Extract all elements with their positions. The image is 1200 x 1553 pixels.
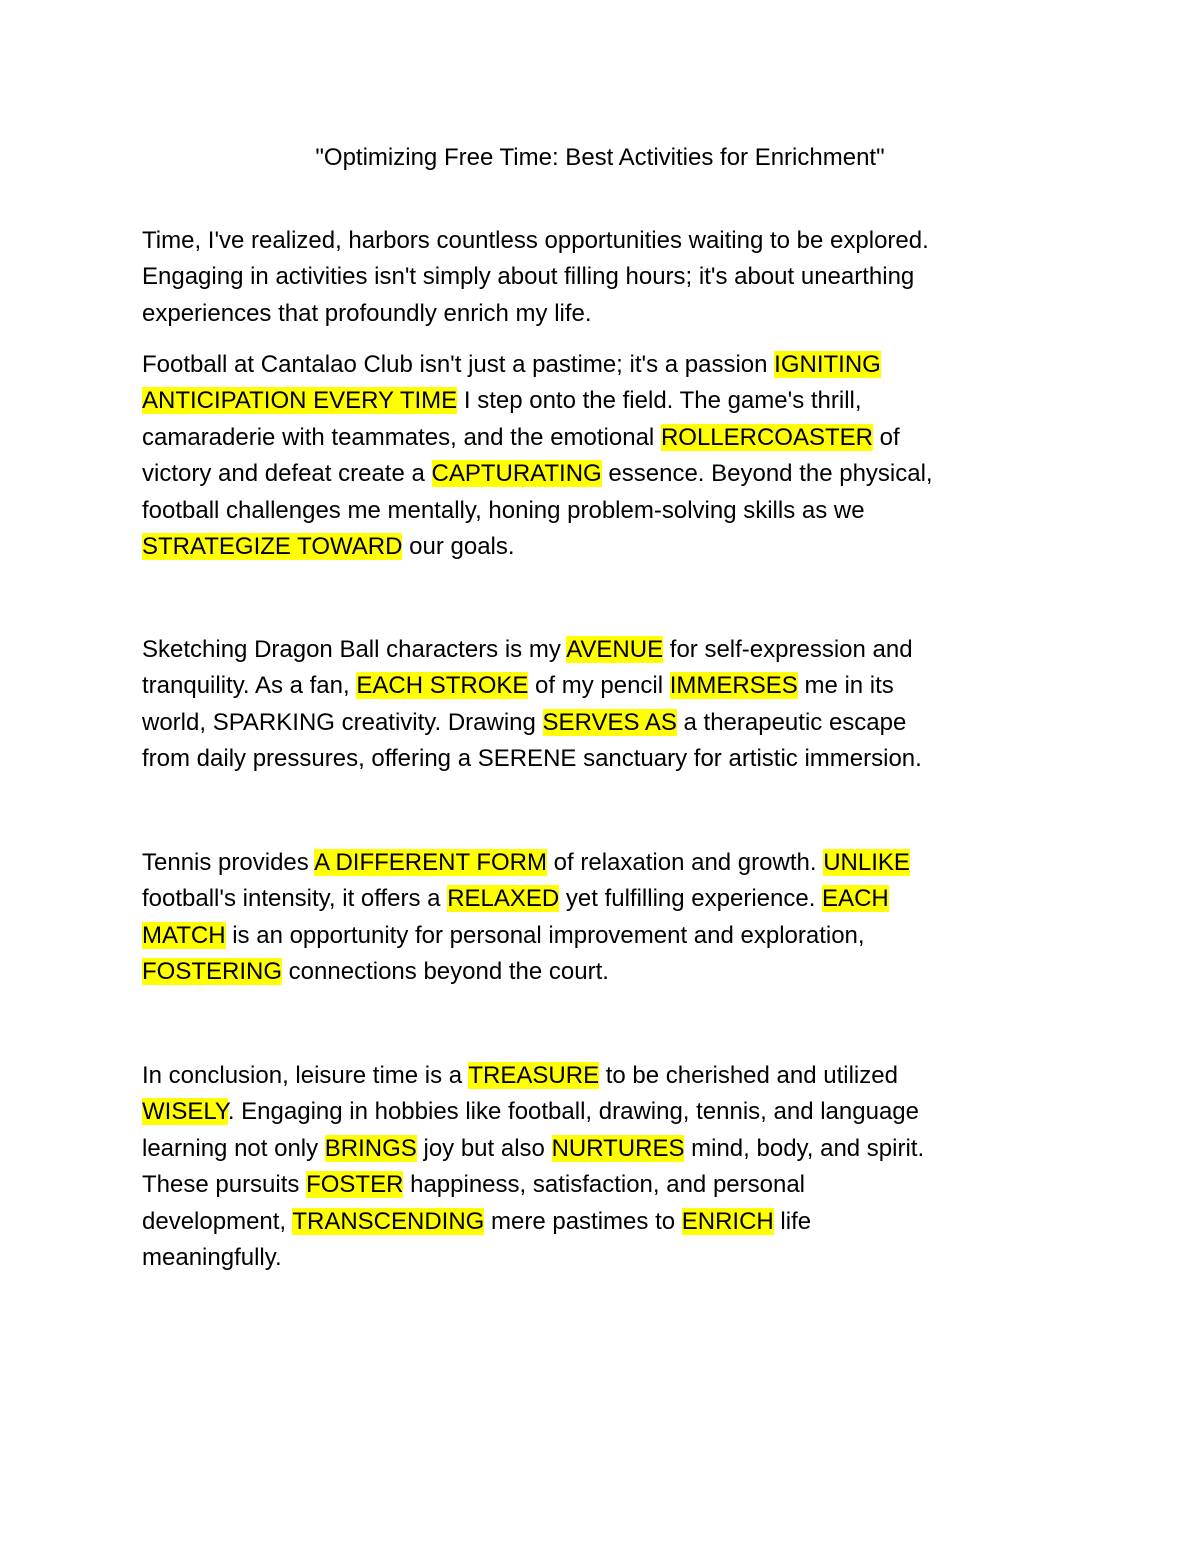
text-line bbox=[142, 493, 1072, 529]
text-line bbox=[142, 741, 1072, 777]
text-run: tranquility. As a fan, bbox=[142, 672, 357, 700]
highlighted-text: ANTICIPATION EVERY TIME bbox=[142, 387, 458, 415]
highlighted-text: IMMERSES bbox=[669, 672, 798, 700]
text-line bbox=[142, 420, 1072, 456]
text-run: Time, I've realized, harbors countless opportunities waiting to be explored. bbox=[142, 227, 929, 254]
paragraph-football bbox=[142, 347, 1072, 565]
text-run: connections beyond the court. bbox=[282, 958, 609, 986]
text-run: victory and defeat create a bbox=[142, 460, 432, 488]
highlighted-text: UNLIKE bbox=[823, 849, 910, 876]
text-run: our goals. bbox=[402, 532, 515, 560]
text-line bbox=[142, 954, 1072, 990]
highlighted-text: BRINGS bbox=[324, 1134, 417, 1162]
text-run: yet fulfilling experience. bbox=[559, 885, 823, 913]
text-run: experiences that profoundly enrich my life. bbox=[142, 299, 592, 327]
text-run: a therapeutic escape bbox=[676, 708, 907, 736]
highlighted-text: EACH bbox=[822, 885, 889, 913]
text-line bbox=[142, 668, 1072, 704]
highlighted-text: STRATEGIZE TOWARD bbox=[142, 532, 403, 560]
text-run: life bbox=[773, 1207, 812, 1235]
text-line bbox=[142, 1240, 1072, 1276]
highlighted-text: IGNITING bbox=[774, 351, 881, 378]
highlighted-text: A DIFFERENT FORM bbox=[314, 849, 548, 876]
highlighted-text: RELAXED bbox=[447, 885, 560, 913]
text-line bbox=[142, 456, 1072, 492]
text-run: mere pastimes to bbox=[484, 1207, 682, 1235]
text-line bbox=[142, 223, 1072, 259]
text-run: development, bbox=[142, 1207, 293, 1235]
highlighted-text: ROLLERCOASTER bbox=[660, 423, 873, 451]
highlighted-text: TRANSCENDING bbox=[292, 1207, 485, 1235]
text-run: . Engaging in hobbies like football, drawing, tennis, and language bbox=[227, 1098, 919, 1126]
highlighted-text: AVENUE bbox=[566, 636, 664, 663]
text-run: Tennis provides bbox=[142, 849, 315, 876]
text-run: football challenges me mentally, honing problem-solving skills as we bbox=[142, 496, 865, 524]
text-run: learning not only bbox=[142, 1134, 325, 1162]
text-run: world, SPARKING creativity. Drawing bbox=[142, 708, 543, 736]
text-run: Sketching Dragon Ball characters is my bbox=[142, 636, 567, 663]
text-run: camaraderie with teammates, and the emotional bbox=[142, 423, 661, 451]
paragraph-tennis bbox=[142, 845, 1072, 991]
text-line bbox=[142, 918, 1072, 954]
highlighted-text: MATCH bbox=[142, 921, 226, 949]
text-run: Football at Cantalao Club isn't just a pastime; it's a passion bbox=[142, 351, 775, 378]
text-line bbox=[142, 529, 1072, 565]
text-line bbox=[142, 845, 1072, 881]
text-run: meaningfully. bbox=[142, 1243, 282, 1271]
text-run: of my pencil bbox=[528, 672, 670, 700]
paragraph-sketching bbox=[142, 632, 1072, 778]
text-run: I step onto the field. The game's thrill, bbox=[457, 387, 862, 415]
highlighted-text: NURTURES bbox=[551, 1134, 685, 1162]
text-line bbox=[142, 1058, 1072, 1094]
highlighted-text: CAPTURATING bbox=[431, 460, 602, 488]
text-run: essence. Beyond the physical, bbox=[601, 460, 933, 488]
paragraph-conclusion bbox=[142, 1058, 1072, 1276]
text-line bbox=[142, 1094, 1072, 1130]
highlighted-text: WISELY bbox=[142, 1098, 228, 1126]
paragraph-intro bbox=[142, 223, 1072, 332]
text-line bbox=[142, 296, 1072, 332]
text-run: happiness, satisfaction, and personal bbox=[403, 1171, 806, 1199]
text-run: Engaging in activities isn't simply about filling hours; it's about unearthing bbox=[142, 263, 915, 291]
text-line bbox=[142, 383, 1072, 419]
text-run: is an opportunity for personal improvement and exploration, bbox=[225, 921, 865, 949]
text-run: me in its bbox=[797, 672, 894, 700]
highlighted-text: TREASURE bbox=[468, 1062, 600, 1089]
text-run: In conclusion, leisure time is a bbox=[142, 1062, 469, 1089]
text-run: football's intensity, it offers a bbox=[142, 885, 448, 913]
text-line bbox=[142, 881, 1072, 917]
text-line bbox=[142, 1131, 1072, 1167]
text-line bbox=[142, 632, 1072, 668]
highlighted-text: FOSTERING bbox=[142, 958, 283, 986]
text-run: from daily pressures, offering a SERENE sanctuary for artistic immersion. bbox=[142, 745, 922, 773]
highlighted-text: ENRICH bbox=[681, 1207, 774, 1235]
document-title: "Optimizing Free Time: Best Activities for Enrichment" bbox=[315, 144, 885, 171]
text-run: of bbox=[873, 423, 900, 451]
text-run: to be cherished and utilized bbox=[599, 1062, 898, 1089]
text-line bbox=[142, 1167, 1072, 1203]
text-run: These pursuits bbox=[142, 1171, 307, 1199]
highlighted-text: EACH STROKE bbox=[356, 672, 529, 700]
text-line bbox=[142, 347, 1072, 383]
text-run: for self-expression and bbox=[663, 636, 913, 663]
text-line bbox=[142, 259, 1072, 295]
highlighted-text: SERVES AS bbox=[542, 708, 677, 736]
text-run: of relaxation and growth. bbox=[547, 849, 824, 876]
text-line bbox=[142, 705, 1072, 741]
text-run: joy but also bbox=[416, 1134, 552, 1162]
text-line bbox=[142, 1204, 1072, 1240]
highlighted-text: FOSTER bbox=[306, 1171, 404, 1199]
text-run: mind, body, and spirit. bbox=[684, 1134, 925, 1162]
